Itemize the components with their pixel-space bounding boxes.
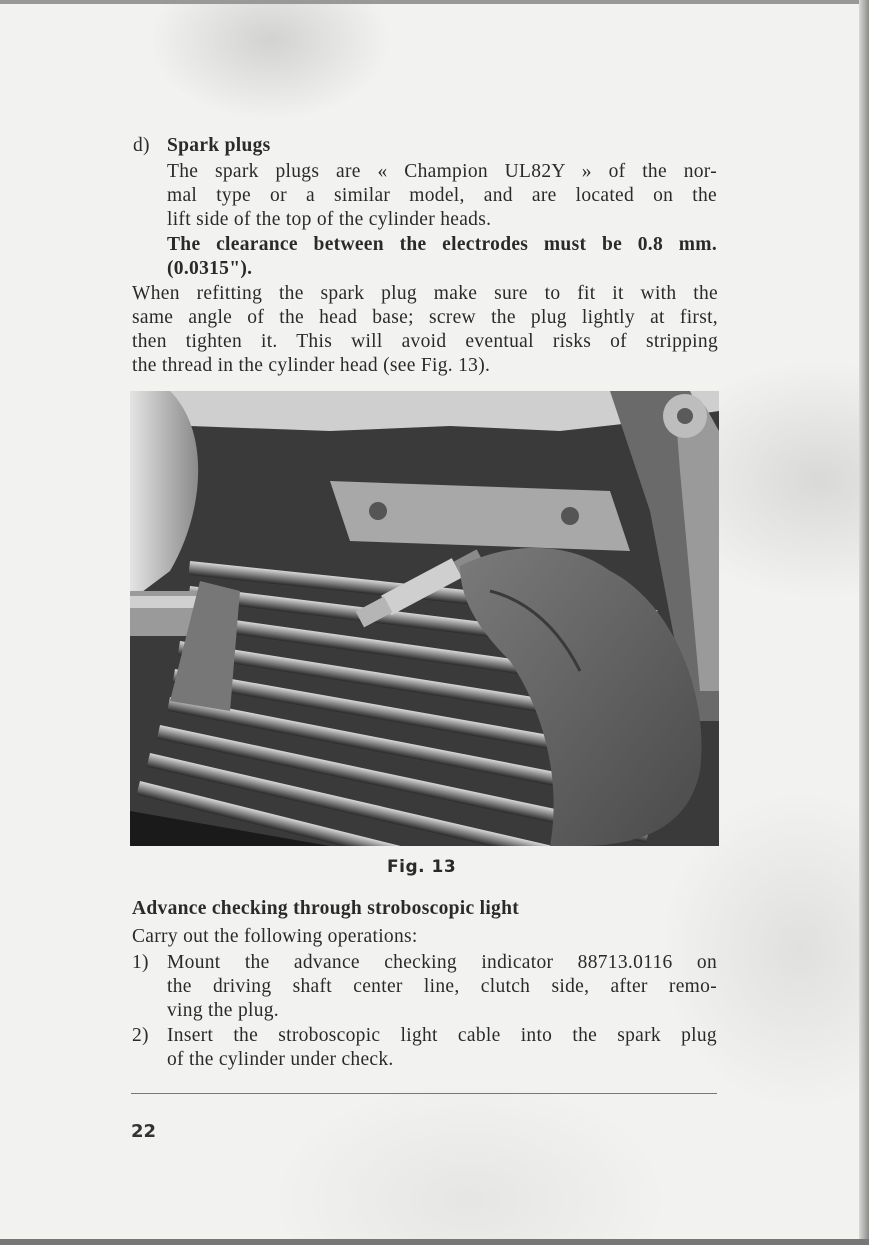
page-number: 22: [131, 1121, 157, 1142]
list-marker: 2): [132, 1025, 149, 1046]
list-item-line: of the cylinder under check.: [167, 1049, 394, 1070]
footer-rule: [131, 1093, 717, 1094]
list-item-line: ving the plug.: [167, 1000, 279, 1021]
page-bottom-edge: [0, 1239, 869, 1245]
list-item-line: Mount the advance checking indicator 88713.0116 on: [167, 952, 717, 973]
figure-caption: Fig. 13: [387, 857, 457, 877]
section-marker: d): [133, 135, 150, 156]
paragraph-line: lift side of the top of the cylinder heads.: [167, 209, 492, 230]
paragraph-line: then tighten it. This will avoid eventual risks of stripping: [132, 331, 718, 352]
clearance-line: (0.0315").: [167, 258, 253, 279]
list-item-line: the driving shaft center line, clutch side, after remo-: [167, 976, 717, 997]
clearance-line: The clearance between the electrodes must be 0.8 mm.: [167, 234, 717, 255]
advance-section-title: Advance checking through stroboscopic light: [132, 898, 520, 919]
advance-intro: Carry out the following operations:: [132, 926, 418, 947]
page-right-edge: [859, 0, 869, 1245]
section-title: Spark plugs: [167, 135, 271, 156]
paragraph-line: mal type or a similar model, and are located on the: [167, 185, 717, 206]
list-item-line: Insert the stroboscopic light cable into the spark plug: [167, 1025, 717, 1046]
page-top-edge: [0, 0, 869, 4]
paragraph-line: When refitting the spark plug make sure to fit it with the: [132, 283, 718, 304]
engine-photo: [130, 391, 719, 846]
list-marker: 1): [132, 952, 149, 973]
paragraph-line: the thread in the cylinder head (see Fig. 13).: [132, 355, 491, 376]
paragraph-line: same angle of the head base; screw the plug lightly at first,: [132, 307, 718, 328]
paragraph-line: The spark plugs are « Champion UL82Y » of the nor-: [167, 161, 717, 182]
